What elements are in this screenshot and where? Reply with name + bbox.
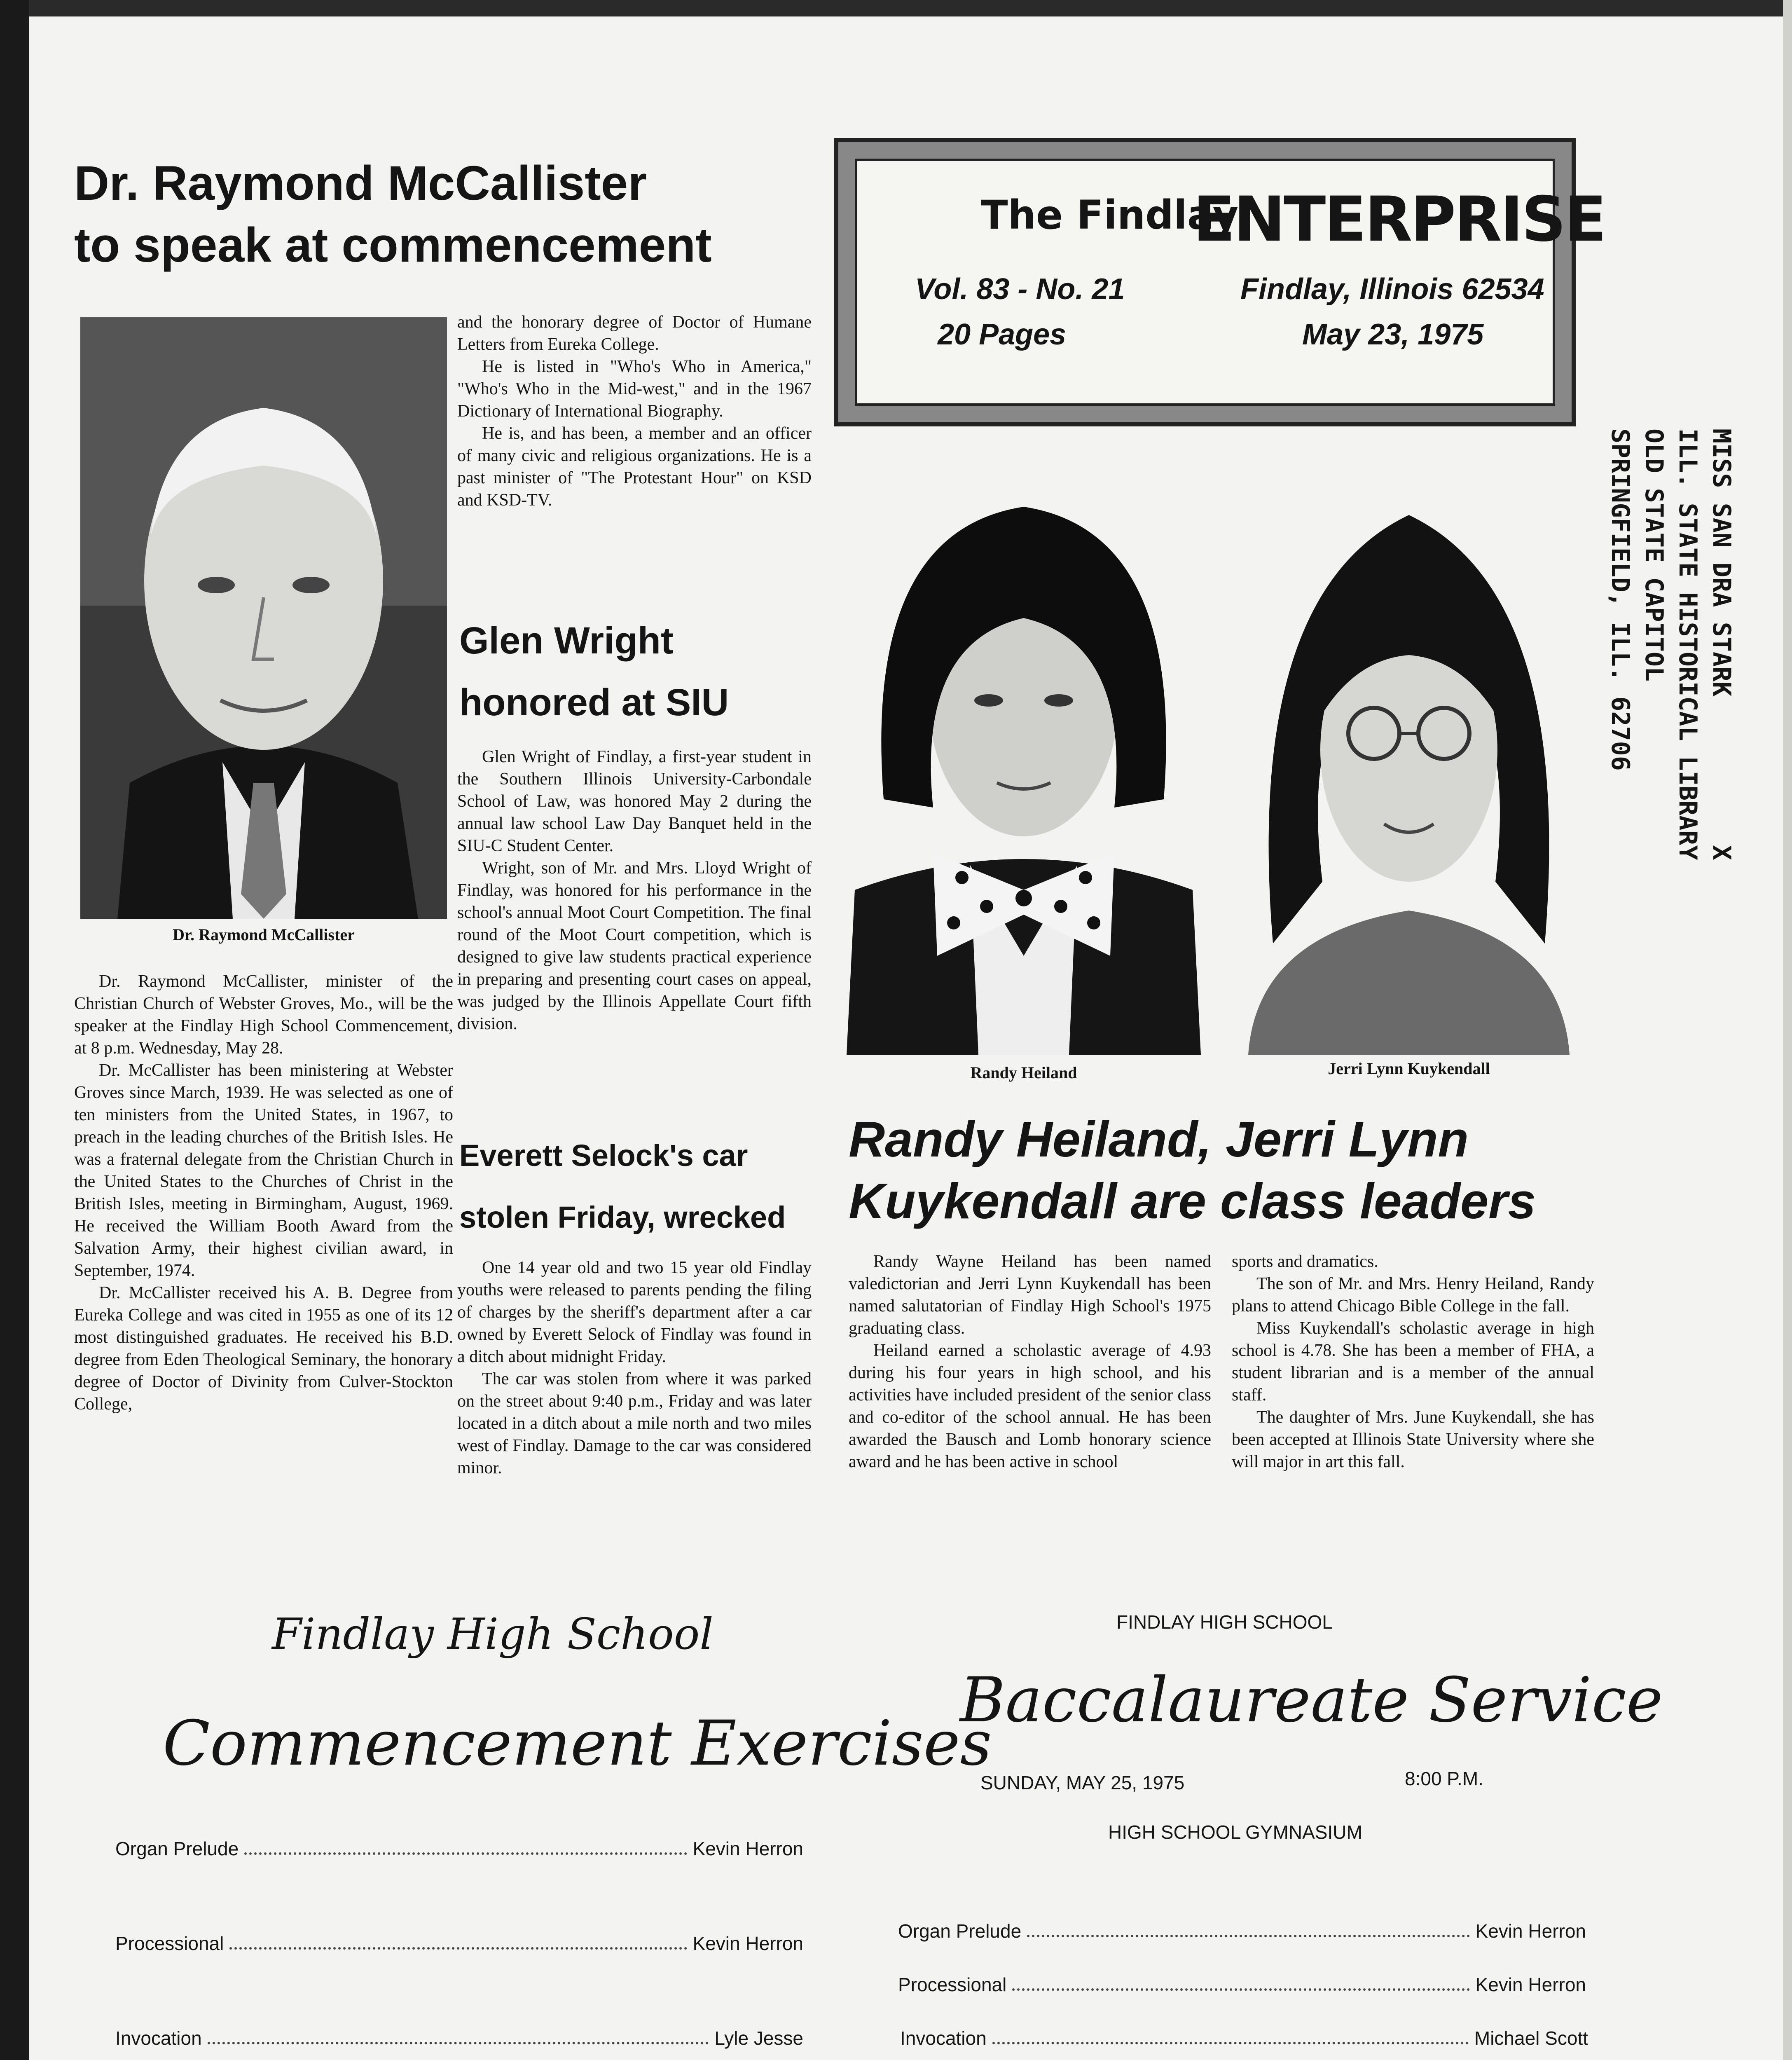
commencement-item: Organ Prelude Kevin Herron xyxy=(115,1838,803,1859)
jerri-kuykendall-caption: Jerri Lynn Kuykendall xyxy=(1328,1059,1490,1078)
masthead-volume: Vol. 83 - No. 21 xyxy=(915,273,1125,306)
selock-body: One 14 year old and two 15 year old Findlay youths were released to parents pending the filing of charges by the sheriff's department after a car owned by Everett Selock of Findlay was found in a ditch about midnight Friday. The car was stolen from where it was parked on the street about 9:40 p.m., Friday and was later located in a ditch about a mile north and two miles west of Findlay. Damage to the car was considered minor. xyxy=(457,1258,812,1477)
portrait-girl-photo xyxy=(1232,470,1586,1055)
mccallister-headline: Dr. Raymond McCallister to speak at commencement xyxy=(74,156,712,272)
glen-wright-body: Glen Wright of Findlay, a first-year student in the Southern Illinois University-Carbondale School of Law, was honored May 2 during the annual law school Law Day Banquet held in the SIU-C Student Center. Wright, son of Mr. and Mrs. Lloyd Wright of Findlay, was honored for his performance in the school's annual Moot Court Competition. The final round of the Moot Court competition, which is designed to give law students practical experience in preparing and presenting court cases on appeal, was judged by the Illinois Appellate Court fifth division. xyxy=(457,747,812,1033)
baccalaureate-item: Invocation Michael Scott xyxy=(900,2027,1588,2049)
commencement-item: Invocation Lyle Jesse xyxy=(115,2027,803,2049)
class-leaders-body-col1: Randy Wayne Heiland has been named valedictorian and Jerri Lynn Kuykendall has been named salutatorian of Findlay High School's 1975 graduating class. Heiland earned a scholastic average of 4.93 during his four years in high school, and his activities have included president of the senior class and co-editor of the school annual. He has been awarded the Bausch and Lomb honorary science award and he has been active in school xyxy=(849,1252,1211,1471)
commencement-item: Processional Kevin Herron xyxy=(115,1933,803,1954)
class-leaders-body-col2: sports and dramatics. The son of Mr. and Mrs. Henry Heiland, Randy plans to attend Chicago Bible College in the fall. Miss Kuykendall's scholastic average in high school is 4.78. She has been a member of FHA, a student librarian and is a member of the annual staff. The daughter of Mrs. June Kuykendall, she has been accepted at Illinois State University where she will major in art this fall. xyxy=(1232,1252,1594,1471)
portrait-boy-photo xyxy=(847,470,1201,1055)
masthead-date: May 23, 1975 xyxy=(1302,318,1484,351)
baccalaureate-item: Organ Prelude Kevin Herron xyxy=(898,1920,1586,1942)
masthead-enterprise: ENTERPRISE xyxy=(1193,184,1605,255)
class-leaders-headline: Randy Heiland, Jerri Lynn Kuykendall are class leaders xyxy=(849,1111,1536,1229)
mccallister-body-col1: Dr. Raymond McCallister, minister of the Christian Church of Webster Groves, Mo., will be the speaker at the Findlay High School Commencement, at 8 p.m. Wednesday, May 28. Dr. McCallister has been ministering at Webster Groves since March, 1939. He was selected as one of ten ministers from the United States, in 1967, to preach in the leading churches of the British Isles. He was a fraternal delegate from the Christian Church in the United States to the Churches of Christ in the British Isles, meeting in Birmingham, August, 1969. He received the William Booth Award from the Salvation Army, their highest civilian award, in September, 1974. Dr. McCallister received his A. B. Degree from Eureka College and was cited in 1955 as one of its 12 most distinguished graduates. He received his B.D. degree from Eden Theological Seminary, the honorary degree of Doctor of Divinity from Culver-Stockton College, xyxy=(74,972,453,1414)
mccallister-photo xyxy=(80,317,447,919)
glen-wright-headline: Glen Wright honored at SIU xyxy=(459,620,729,723)
randy-heiland-photo xyxy=(847,470,1201,1055)
portrait-man-photo xyxy=(80,317,447,919)
mccallister-body-col2: and the honorary degree of Doctor of Humane Letters from Eureka College. He is listed in "Who's Who in America," "Who's Who in the Mid-west," and in the 1967 Dictionary of International Biography. He is, and has been, a member and an officer of many civic and religious organizations. He is a past minister of "The Protestant Hour" on KSD and KSD-TV. xyxy=(457,313,812,510)
masthead-pages: 20 Pages xyxy=(938,318,1067,351)
masthead-the-findlay: The Findlay xyxy=(981,192,1239,238)
randy-heiland-caption: Randy Heiland xyxy=(970,1063,1077,1082)
selock-headline: Everett Selock's car stolen Friday, wrecked xyxy=(459,1138,786,1234)
jerri-kuykendall-photo xyxy=(1232,470,1586,1055)
mccallister-photo-caption: Dr. Raymond McCallister xyxy=(173,925,355,944)
scan-border-top xyxy=(0,0,1792,16)
commencement-school-title: Findlay High School xyxy=(272,1609,714,1659)
mailing-label: MISS SAN DRA STARK X ILL. STATE HISTORICAL LIBRARY OLD STATE CAPITOL SPRINGFIELD, ILL. 62706 xyxy=(1606,428,1736,860)
commencement-title: Commencement Exercises xyxy=(163,1708,992,1779)
baccalaureate-school: FINDLAY HIGH SCHOOL xyxy=(1116,1611,1333,1633)
scan-border-right xyxy=(1783,0,1792,2060)
masthead-box xyxy=(834,138,1605,426)
baccalaureate-item: Processional Kevin Herron xyxy=(898,1974,1586,1995)
baccalaureate-title: Baccalaureate Service xyxy=(960,1664,1663,1736)
baccalaureate-date: SUNDAY, MAY 25, 1975 xyxy=(980,1772,1185,1793)
baccalaureate-time: 8:00 P.M. xyxy=(1405,1768,1483,1789)
baccalaureate-place: HIGH SCHOOL GYMNASIUM xyxy=(1108,1821,1362,1843)
masthead-location: Findlay, Illinois 62534 xyxy=(1240,273,1544,306)
scan-border-left xyxy=(0,0,29,2060)
masthead-inner xyxy=(855,159,1605,406)
